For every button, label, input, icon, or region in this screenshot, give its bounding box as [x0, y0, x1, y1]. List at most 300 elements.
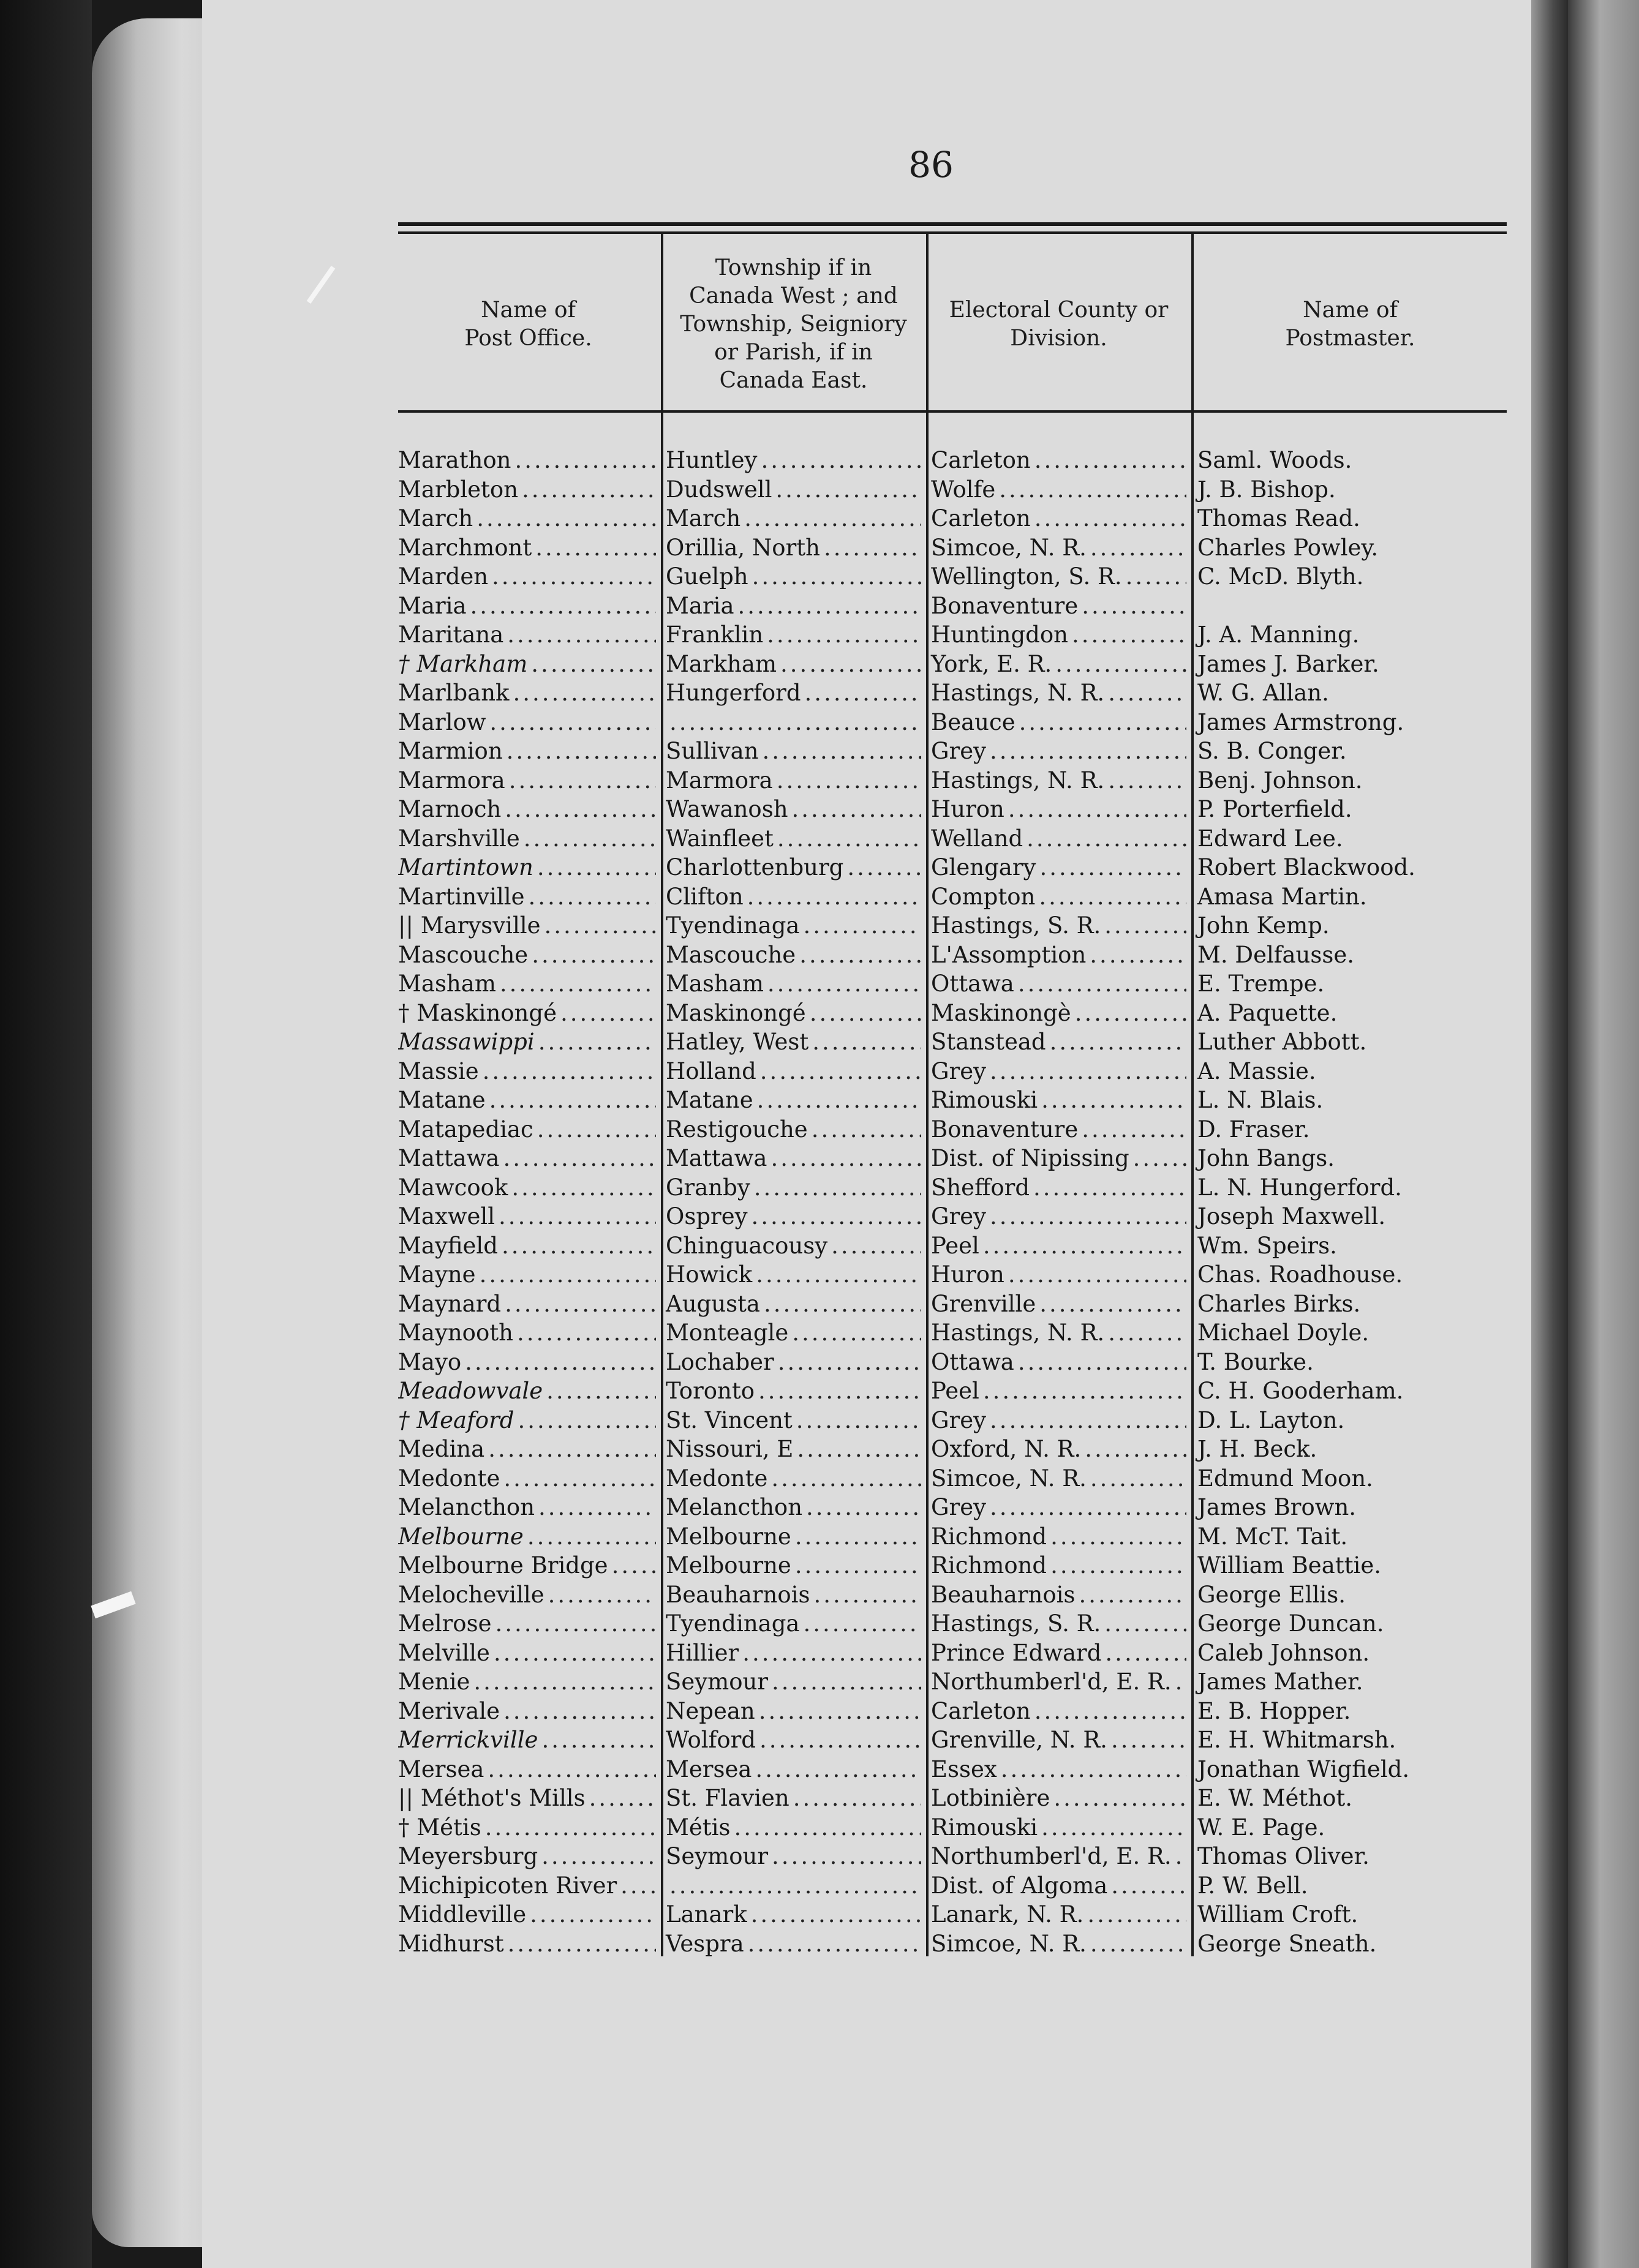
county-name: [926, 1087, 1191, 1113]
county-name-text: Welland: [931, 825, 1023, 852]
post-office-name-text: † Métis: [398, 1814, 481, 1841]
leader-dots: [499, 1203, 656, 1230]
post-office-name: [398, 1291, 661, 1317]
township-name-text: Melbourne: [666, 1523, 791, 1550]
post-office-name-text: Midhurst: [398, 1930, 504, 1957]
post-office-name: [398, 971, 661, 997]
township-name-text: Beauharnois: [666, 1581, 810, 1608]
county-name: [926, 1436, 1191, 1462]
county-name: [926, 1494, 1191, 1520]
post-office-name: [398, 1029, 661, 1055]
township-name: [661, 1582, 926, 1608]
township-name: [661, 476, 926, 503]
county-name: [926, 796, 1191, 822]
postmaster-name-text: L. N. Hungerford.: [1197, 1174, 1402, 1201]
table-row: [398, 1609, 1507, 1639]
township-name: [661, 1727, 926, 1753]
leader-dots: [508, 1931, 656, 1957]
leader-dots: [771, 1465, 921, 1492]
leader-dots: [518, 1407, 656, 1433]
leader-dots: [473, 1669, 656, 1695]
postmaster-name-text: T. Bourke.: [1197, 1348, 1314, 1375]
county-name-text: Maskinongè: [931, 999, 1071, 1026]
leader-dots: [759, 1698, 921, 1724]
leader-dots: [772, 1843, 921, 1869]
post-office-name-text: Mersea: [398, 1755, 484, 1782]
leader-dots: [489, 1087, 656, 1113]
county-name: [926, 1465, 1191, 1492]
county-name-text: Grey: [931, 738, 987, 765]
post-office-name-text: Masham: [398, 971, 496, 997]
post-office-name-text: Middleville: [398, 1901, 527, 1928]
postmaster-name-text: M. Delfausse.: [1197, 941, 1355, 968]
post-office-name: [398, 1378, 661, 1404]
table-row: [398, 1639, 1507, 1668]
post-office-name-text: Melocheville: [398, 1581, 544, 1608]
table-row: [398, 650, 1507, 679]
county-name: [926, 535, 1191, 561]
county-name-text: Essex: [931, 1755, 997, 1782]
township-name: [661, 825, 926, 852]
county-name-text: Richmond: [931, 1552, 1047, 1579]
post-office-name-text: Marshville: [398, 825, 520, 852]
township-name: [661, 1233, 926, 1259]
postmaster-name: [1191, 1843, 1507, 1869]
township-name: [661, 1261, 926, 1288]
county-name-text: Grey: [931, 1057, 987, 1084]
leader-dots: [503, 1465, 656, 1492]
leader-dots: [1082, 1116, 1186, 1143]
postmaster-name: [1191, 1669, 1507, 1695]
post-office-name: [398, 1698, 661, 1724]
county-name-text: Simcoe, N. R.: [931, 1930, 1087, 1957]
postmaster-name: [1191, 1727, 1507, 1753]
leader-dots: [756, 1261, 921, 1288]
table-row: [398, 1725, 1507, 1755]
leader-dots: [1175, 1669, 1186, 1695]
header-top-rule-thin: [398, 231, 1507, 234]
postmaster-name: [1191, 651, 1507, 677]
post-office-name-text: March: [398, 505, 473, 532]
post-office-name: [398, 1116, 661, 1143]
postmaster-name: [1191, 796, 1507, 822]
postmaster-name: [1191, 563, 1507, 590]
table-row: [398, 620, 1507, 650]
county-name: [926, 1116, 1191, 1143]
leader-dots: [983, 1378, 1186, 1404]
leader-dots: [1175, 1843, 1186, 1869]
township-name-text: Tyendinaga: [666, 912, 800, 939]
postmaster-name: [1191, 1523, 1507, 1550]
postmaster-name-text: C. McD. Blyth.: [1197, 563, 1364, 590]
leader-dots: [541, 1727, 656, 1753]
postmaster-name-text: J. A. Manning.: [1197, 621, 1360, 648]
postmaster-name-text: E. Trempe.: [1197, 971, 1325, 997]
leader-dots: [1008, 1261, 1186, 1288]
table-row: [398, 1493, 1507, 1522]
township-name: [661, 1407, 926, 1433]
leader-dots: [795, 1523, 921, 1550]
leader-dots: [548, 1582, 656, 1608]
county-name-text: Hastings, S. R.: [931, 1610, 1101, 1637]
township-name: [661, 447, 926, 473]
leader-dots: [775, 476, 921, 503]
post-office-name-text: Maritana: [398, 621, 504, 648]
post-office-name-text: Merivale: [398, 1697, 500, 1724]
postmaster-name-text: Chas. Roadhouse.: [1197, 1261, 1403, 1288]
township-name: [661, 1145, 926, 1171]
county-name: [926, 942, 1191, 968]
post-office-name-text: Marlbank: [398, 680, 510, 707]
post-office-name-text: Matane: [398, 1087, 486, 1114]
post-office-name-text: Melancthon: [398, 1494, 535, 1521]
leader-dots: [503, 1698, 656, 1724]
post-office-name-text: Massie: [398, 1057, 479, 1084]
leader-dots: [771, 1145, 921, 1171]
table-row: [398, 1318, 1507, 1348]
leader-dots: [1108, 680, 1186, 706]
post-office-name: [398, 1087, 661, 1113]
leader-dots: [1001, 1756, 1186, 1782]
county-name: [926, 1291, 1191, 1317]
post-office-name-text: Menie: [398, 1669, 470, 1695]
post-office-name-text: Mayo: [398, 1348, 462, 1375]
leader-dots: [494, 1640, 656, 1666]
county-name-text: Grenville, N. R.: [931, 1727, 1107, 1754]
leader-dots: [589, 1785, 656, 1811]
county-name: [926, 1029, 1191, 1055]
postmaster-name: [1191, 912, 1507, 939]
leader-dots: [1041, 1814, 1186, 1841]
township-name: [661, 1116, 926, 1143]
post-office-name: [398, 1727, 661, 1753]
county-name-text: Hastings, N. R.: [931, 1320, 1105, 1346]
county-name-text: Prince Edward: [931, 1639, 1102, 1666]
postmaster-name-text: William Beattie.: [1197, 1552, 1381, 1579]
leader-dots: [1090, 1465, 1186, 1492]
township-name-text: Vespra: [666, 1930, 744, 1957]
post-office-name-text: Massawippi: [398, 1029, 535, 1056]
postmaster-name: [1191, 854, 1507, 881]
table-row: [398, 1231, 1507, 1261]
postmaster-name-text: D. L. Layton.: [1197, 1406, 1345, 1433]
leader-dots: [767, 621, 921, 648]
township-name: [661, 1843, 926, 1869]
township-name: [661, 680, 926, 706]
township-name: [661, 535, 926, 561]
postmaster-name: [1191, 1640, 1507, 1666]
leader-dots: [793, 1785, 921, 1811]
county-name-text: Rimouski: [931, 1814, 1038, 1841]
leader-dots: [752, 1203, 922, 1230]
township-name-text: Seymour: [666, 1669, 769, 1695]
postmaster-name: [1191, 1407, 1507, 1433]
header-township: Township if in Canada West ; and Township, Seigniory or Parish, if in Canada East.: [680, 255, 907, 393]
leader-dots: [1034, 1698, 1186, 1724]
leader-dots: [738, 593, 921, 619]
leader-dots: [847, 854, 921, 881]
leader-dots: [734, 1814, 921, 1841]
postmaster-name: [1191, 680, 1507, 706]
table-row: [398, 678, 1507, 708]
post-office-name-text: Marden: [398, 563, 489, 590]
postmaster-name-text: E. W. Méthot.: [1197, 1785, 1353, 1812]
post-office-name-text: Merrickville: [398, 1727, 538, 1754]
leader-dots: [752, 563, 921, 590]
postmaster-name: [1191, 738, 1507, 764]
township-name-text: Hungerford: [666, 680, 801, 707]
leader-dots: [537, 1116, 656, 1143]
county-name-text: Grey: [931, 1406, 987, 1433]
township-name: [661, 884, 926, 910]
leader-dots: [515, 447, 657, 473]
post-office-name-text: Maynard: [398, 1290, 502, 1317]
county-name: [926, 1901, 1191, 1928]
leader-dots: [812, 1116, 921, 1143]
table-row: [398, 853, 1507, 882]
township-name-text: Mattawa: [666, 1145, 767, 1172]
postmaster-name-text: James Armstrong.: [1197, 708, 1404, 735]
leader-dots: [754, 1174, 921, 1201]
township-name-text: Franklin: [666, 621, 764, 648]
leader-dots: [990, 738, 1186, 764]
post-office-name-text: † Markham: [398, 650, 528, 677]
post-office-name: [398, 1931, 661, 1957]
scan-background-left: [0, 0, 92, 2268]
township-name-text: Hillier: [666, 1639, 739, 1666]
table-row: [398, 446, 1507, 475]
table-row: [398, 1580, 1507, 1610]
township-name-text: Granby: [666, 1174, 750, 1201]
post-office-name: [398, 1640, 661, 1666]
leader-dots: [1034, 505, 1186, 531]
table-row: [398, 1522, 1507, 1552]
leader-dots: [796, 1407, 921, 1433]
leader-dots: [792, 1320, 921, 1346]
table-row: [398, 1376, 1507, 1406]
postmaster-name: [1191, 1203, 1507, 1230]
county-name: [926, 1145, 1191, 1171]
county-name: [926, 854, 1191, 881]
leader-dots: [1034, 447, 1186, 473]
leader-dots: [1050, 1029, 1186, 1055]
leader-dots: [541, 1843, 656, 1869]
township-name: [661, 767, 926, 794]
postmaster-name-text: Benj. Johnson.: [1197, 767, 1363, 794]
township-name-text: Mascouche: [666, 941, 796, 968]
post-office-name-text: Mayfield: [398, 1232, 498, 1259]
county-name: [926, 476, 1191, 503]
leader-dots: [669, 709, 921, 735]
county-name: [926, 1000, 1191, 1026]
post-office-name: [398, 447, 661, 473]
post-office-name-text: Mattawa: [398, 1145, 500, 1172]
postmaster-name: [1191, 1233, 1507, 1259]
county-name: [926, 593, 1191, 619]
table-row: [398, 1842, 1507, 1871]
leader-dots: [517, 1320, 656, 1346]
postmaster-name: [1191, 1145, 1507, 1171]
township-name-text: Chinguacousy: [666, 1232, 828, 1259]
leader-dots: [813, 1582, 921, 1608]
postmaster-name: [1191, 767, 1507, 794]
leader-dots: [538, 1029, 656, 1055]
leader-dots: [1039, 884, 1186, 910]
township-name: [661, 738, 926, 764]
post-office-name: [398, 1261, 661, 1288]
township-name: [661, 1756, 926, 1782]
county-name-text: Beauharnois: [931, 1581, 1076, 1608]
leader-dots: [1090, 942, 1186, 968]
leader-dots: [544, 912, 656, 939]
leader-dots: [1111, 1727, 1186, 1753]
page-stack-edge: [92, 18, 220, 2247]
postmaster-name: [1191, 709, 1507, 735]
township-name: [661, 709, 926, 735]
postmaster-name-text: J. H. Beck.: [1197, 1436, 1317, 1463]
township-name-text: Tyendinaga: [666, 1610, 800, 1637]
table-row: [398, 1464, 1507, 1493]
township-name-text: Maskinongé: [666, 999, 806, 1026]
postmaster-name: [1191, 942, 1507, 968]
post-office-name-text: Matapediac: [398, 1116, 533, 1143]
leader-dots: [777, 825, 921, 852]
county-name-text: Carleton: [931, 1697, 1031, 1724]
leader-dots: [1079, 1582, 1186, 1608]
table-row: [398, 824, 1507, 854]
township-name: [661, 1320, 926, 1346]
leader-dots: [1111, 1872, 1186, 1899]
postmaster-name-text: George Sneath.: [1197, 1930, 1377, 1957]
post-office-name: [398, 505, 661, 531]
postmaster-name: [1191, 1320, 1507, 1346]
township-name-text: Matane: [666, 1087, 753, 1114]
county-name: [926, 1523, 1191, 1550]
postmaster-name-text: E. B. Hopper.: [1197, 1697, 1351, 1724]
leader-dots: [767, 971, 921, 997]
county-name: [926, 563, 1191, 590]
township-name-text: Monteagle: [666, 1320, 789, 1346]
leader-dots: [1039, 854, 1186, 881]
township-name-text: Marmora: [666, 767, 773, 794]
postmaster-name: [1191, 1000, 1507, 1026]
township-name: [661, 1494, 926, 1520]
township-name-text: St. Flavien: [666, 1785, 789, 1812]
post-office-name-text: Medonte: [398, 1465, 500, 1492]
township-name-text: Lanark: [666, 1901, 747, 1928]
table-row: [398, 1086, 1507, 1115]
township-name: [661, 912, 926, 939]
township-name: [661, 1378, 926, 1404]
leader-dots: [465, 1349, 656, 1375]
post-office-name: [398, 1872, 661, 1899]
township-name: [661, 1640, 926, 1666]
post-office-name: [398, 767, 661, 794]
post-office-name: [398, 476, 661, 503]
township-name: [661, 1058, 926, 1084]
table-row: [398, 911, 1507, 941]
postmaster-name: [1191, 1261, 1507, 1288]
table-row: [398, 1115, 1507, 1144]
postmaster-name: [1191, 1116, 1507, 1143]
leader-dots: [764, 1291, 921, 1317]
postmaster-name: [1191, 1931, 1507, 1957]
county-name: [926, 709, 1191, 735]
post-office-name: [398, 593, 661, 619]
table-row: [398, 591, 1507, 621]
post-office-name: [398, 1610, 661, 1637]
table-row: [398, 1551, 1507, 1580]
leader-dots: [546, 1378, 656, 1404]
table-row: [398, 999, 1507, 1028]
leader-dots: [470, 593, 656, 619]
township-name: [661, 1814, 926, 1841]
leader-dots: [805, 680, 921, 706]
postmaster-name: [1191, 825, 1507, 852]
post-office-name-text: Marathon: [398, 447, 511, 474]
table-row: [398, 1697, 1507, 1726]
leader-dots: [480, 1261, 656, 1288]
table-row: [398, 475, 1507, 505]
post-office-name: [398, 1523, 661, 1550]
leader-dots: [1033, 1174, 1186, 1201]
leader-dots: [1072, 621, 1186, 648]
postmaster-name-text: P. Porterfield.: [1197, 796, 1352, 823]
post-office-name-text: Marchmont: [398, 534, 532, 561]
county-name: [926, 1582, 1191, 1608]
leader-dots: [990, 1203, 1186, 1230]
postmaster-name: [1191, 1349, 1507, 1375]
county-name-text: Hastings, S. R.: [931, 912, 1101, 939]
county-name-text: Northumberl'd, E. R.: [931, 1843, 1172, 1870]
township-name-text: Huntley: [666, 447, 758, 474]
post-office-name-text: † Meaford: [398, 1406, 514, 1433]
postmaster-name-text: A. Paquette.: [1197, 999, 1338, 1026]
county-name-text: Grenville: [931, 1290, 1036, 1317]
county-name: [926, 505, 1191, 531]
header-bottom-rule: [398, 410, 1507, 413]
leader-dots: [1018, 971, 1186, 997]
township-name: [661, 1436, 926, 1462]
postmaster-name: [1191, 1582, 1507, 1608]
leader-dots: [1104, 1610, 1186, 1637]
township-name-text: Orillia, North: [666, 534, 820, 561]
leader-dots: [509, 767, 656, 794]
postmaster-name-text: William Croft.: [1197, 1901, 1358, 1928]
post-office-name: [398, 1058, 661, 1084]
post-office-name: [398, 1582, 661, 1608]
leader-dots: [1104, 912, 1186, 939]
leader-dots: [990, 1407, 1186, 1433]
header-post-office: Name of Post Office.: [464, 298, 592, 351]
township-name: [661, 593, 926, 619]
county-name-text: Shefford: [931, 1174, 1030, 1201]
table-row: [398, 708, 1507, 737]
postmaster-name: [1191, 1552, 1507, 1579]
post-office-name-text: || Méthot's Mills: [398, 1785, 586, 1812]
postmaster-name-text: Amasa Martin.: [1197, 883, 1367, 910]
leader-dots: [620, 1872, 656, 1899]
leader-dots: [1027, 825, 1186, 852]
postmaster-name-text: W. G. Allan.: [1197, 680, 1329, 707]
postmaster-name-text: Caleb Johnson.: [1197, 1639, 1370, 1666]
post-office-name: [398, 1814, 661, 1841]
postmaster-name-text: Michael Doyle.: [1197, 1320, 1370, 1346]
county-name-text: Huron: [931, 796, 1004, 823]
leader-dots: [1050, 1523, 1186, 1550]
township-name-text: Clifton: [666, 883, 744, 910]
post-office-name: [398, 621, 661, 648]
